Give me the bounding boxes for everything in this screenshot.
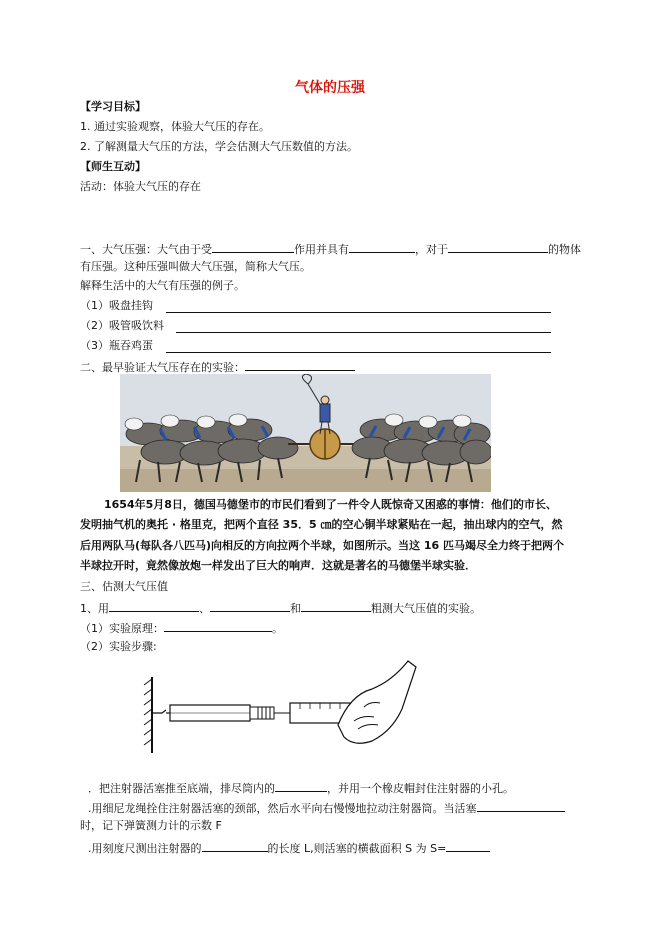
principle-label: （1）实验原理： bbox=[80, 622, 164, 635]
step3-text-a: .用刻度尺测出注射器的 bbox=[88, 842, 202, 855]
s2-heading-text: 二、最早验证大气压存在的实验： bbox=[80, 361, 245, 374]
blank-4[interactable] bbox=[245, 359, 355, 371]
step-1 bbox=[88, 780, 514, 796]
section1-line1 bbox=[80, 241, 581, 257]
goal-item-2: 2. 了解测量大气压的方法，学会估测大气压数值的方法。 bbox=[80, 140, 358, 153]
story-line-2: 发明抽气机的奥托 · 格里克，把两个直径 35．5 ㎝的空心铜半球紧贴在一起，抽出球内的空气，然 bbox=[80, 518, 563, 531]
step-2-cont: 时，记下弹簧测力计的示数 F bbox=[80, 819, 222, 832]
syringe-experiment-illustration bbox=[140, 655, 420, 755]
goals-heading: 【学习目标】 bbox=[80, 100, 146, 113]
interact-heading: 【师生互动】 bbox=[80, 160, 146, 173]
activity-text: 活动：体验大气压的存在 bbox=[80, 180, 201, 193]
blank-2[interactable] bbox=[349, 241, 415, 253]
principle-end: 。 bbox=[272, 622, 283, 635]
s1-text-c: ，对于 bbox=[415, 243, 448, 256]
answer-line-1[interactable] bbox=[166, 312, 551, 313]
section1-line3: 解释生活中的大气有压强的例子。 bbox=[80, 279, 245, 292]
s1-text-a: 一、大气压强：大气由于受 bbox=[80, 243, 212, 256]
story-line-4: 半球拉开时，竟然像放炮一样发出了巨大的响声．这就是著名的马德堡半球实验． bbox=[80, 559, 476, 572]
example-1: （1）吸盘挂钩 bbox=[80, 299, 153, 312]
step-2 bbox=[88, 800, 565, 816]
q1-text-a: 1、用 bbox=[80, 602, 109, 615]
step2-text-a: .用细尼龙绳拴住注射器活塞的颈部，然后水平向右慢慢地拉动注射器筒。当活塞 bbox=[88, 802, 477, 815]
story-line-1: 1654年5月8日，德国马德堡市的市民们看到了一件令人既惊奇又困惑的事情：他们的市长、 bbox=[104, 498, 557, 511]
blank-7[interactable] bbox=[301, 600, 371, 612]
step3-text-b: 的长度 L,则活塞的横截面积 S 为 S= bbox=[267, 842, 447, 855]
step1-text-b: ，并用一个橡皮帽封住注射器的小孔。 bbox=[327, 782, 514, 795]
section3-q1 bbox=[80, 600, 481, 616]
blank-9[interactable] bbox=[275, 780, 327, 792]
example-2: （2）吸管吸饮料 bbox=[80, 319, 164, 332]
s1-text-d: 的物体 bbox=[548, 243, 581, 256]
step-3 bbox=[88, 840, 490, 856]
page-title: 气体的压强 bbox=[295, 80, 365, 96]
blank-8[interactable] bbox=[164, 620, 272, 632]
q1-text-d: 粗测大气压值的实验。 bbox=[371, 602, 481, 615]
blank-3[interactable] bbox=[448, 241, 548, 253]
blank-6[interactable] bbox=[210, 600, 290, 612]
principle-line bbox=[80, 620, 283, 636]
blank-12[interactable] bbox=[446, 840, 490, 852]
s1-text-b: 作用并具有 bbox=[294, 243, 349, 256]
section3-heading: 三、估测大气压值 bbox=[80, 580, 168, 593]
answer-line-3[interactable] bbox=[166, 352, 551, 353]
example-3: （3）瓶吞鸡蛋 bbox=[80, 339, 153, 352]
answer-line-2[interactable] bbox=[176, 332, 551, 333]
story-line-3: 后用两队马(每队各八匹马)向相反的方向拉两个半球，如图所示。当这 16 匹马竭尽全力终于把两个 bbox=[80, 539, 565, 552]
q1-text-c: 和 bbox=[290, 602, 301, 615]
blank-1[interactable] bbox=[212, 241, 294, 253]
magdeburg-hemispheres-illustration bbox=[120, 374, 491, 492]
section1-line2: 有压强。这种压强叫做大气压强，简称大气压。 bbox=[80, 260, 311, 273]
blank-10[interactable] bbox=[477, 800, 565, 812]
blank-5[interactable] bbox=[109, 600, 199, 612]
blank-11[interactable] bbox=[202, 840, 268, 852]
steps-label: （2）实验步骤: bbox=[80, 640, 157, 653]
q1-text-b: 、 bbox=[199, 602, 210, 615]
step1-text-a: ．把注射器活塞推至底端，排尽筒内的 bbox=[88, 782, 275, 795]
goal-item-1: 1. 通过实验观察，体验大气压的存在。 bbox=[80, 120, 270, 133]
section2-heading bbox=[80, 359, 355, 375]
